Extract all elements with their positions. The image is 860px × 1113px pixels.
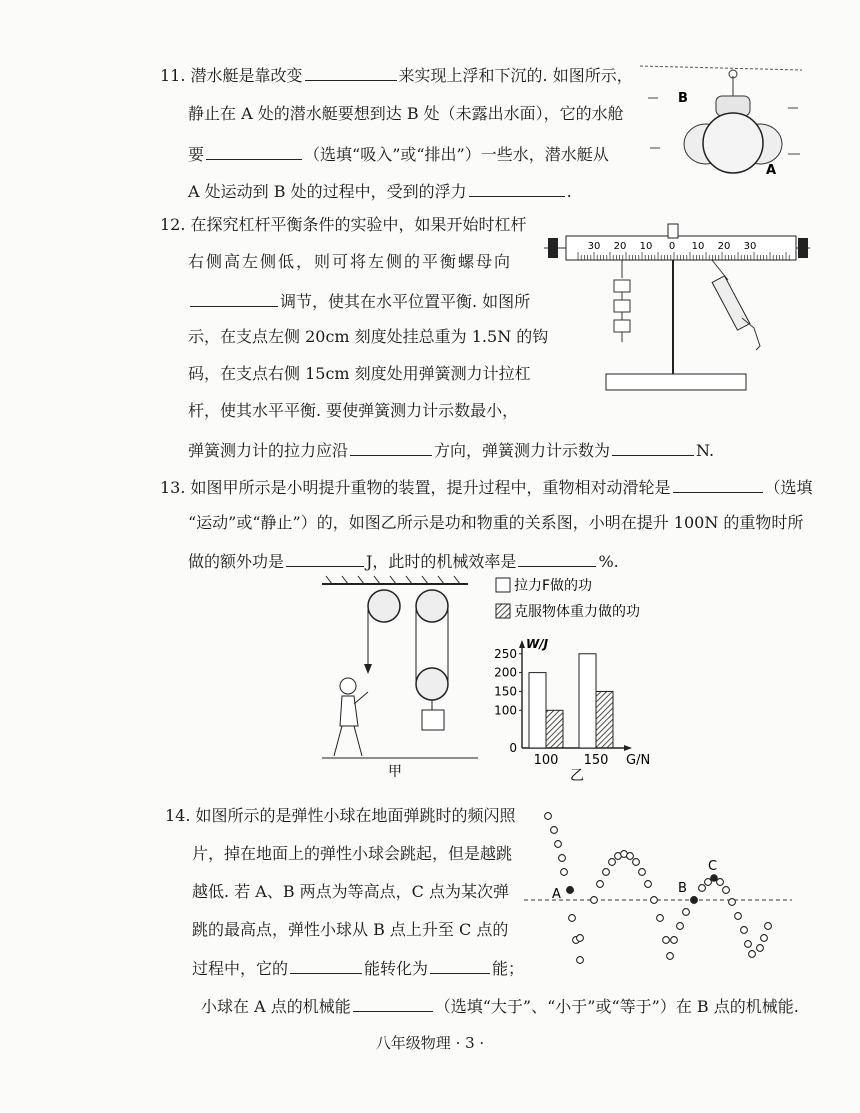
q14-line-6: 小球在 A 点的机械能 （选填“大于”、“小于”或“等于”）在 B 点的机械能. [201,997,799,1016]
q14-line-4: 跳的最高点，弹性小球从 B 点上升至 C 点的 [192,920,509,939]
legend-total-work: 拉力F做的功 [514,578,593,594]
point-b-label: B [678,91,688,106]
q13-blank-3[interactable] [518,550,596,567]
q14-line-1: 14. 如图所示的是弹性小球在地面弹跳时的频闪照 [165,806,516,825]
lever-figure [540,218,815,398]
q11-line-2: 静止在 A 处的潜水艇要想到达 B 处（未露出水面），它的水舱 [188,104,624,123]
q12-line-7: 弹簧测力计的拉力应沿 方向，弹簧测力计示数为 N. [188,441,715,460]
submarine-figure [638,58,804,178]
scale-tick-label: 30 [587,241,601,252]
q11-line-4: A 处运动到 B 处的过程中，受到的浮力 . [188,182,572,201]
q11-blank-2[interactable] [206,143,302,160]
y-tick-label: 200 [494,665,517,680]
point-a-label: A [766,163,777,178]
page-footer: 八年级物理 · 3 · [375,1034,485,1052]
y-tick-label: 150 [494,684,517,699]
q11-blank-1[interactable] [305,64,397,81]
q12-line-1: 12. 在探究杠杆平衡条件的实验中，如果开始时杠杆 [160,215,527,234]
scale-tick-label: 20 [613,241,627,252]
q12-line-2: 右侧高左侧低，则可将左侧的平衡螺母向 [188,252,513,271]
q11-blank-3[interactable] [469,180,565,197]
bar-total-work [529,673,546,748]
q12-line-6: 杆，使其水平平衡. 要使弹簧测力计示数最小， [188,401,519,420]
pulley-figure [318,572,488,782]
work-bar-chart [488,572,698,782]
q12-blank-3[interactable] [612,439,694,456]
legend-useful-work: 克服物体重力做的功 [514,604,640,620]
fig-jia-label: 甲 [388,764,402,780]
scale-tick-label: 0 [668,241,676,252]
point-c-label: C [708,859,718,874]
y-tick-label: 100 [494,703,517,718]
ball-bounce-figure [520,806,796,966]
point-a-label: A [552,887,561,902]
scale-tick-label: 30 [743,241,757,252]
x-tick-label: 100 [533,753,559,768]
y-tick-label: 250 [494,646,517,661]
q14-blank-3[interactable] [353,995,433,1012]
q11-line-3: 要 （选填“吸入”或“排出”）一些水，潜水艇从 [188,145,609,164]
point-b-label: B [678,881,687,896]
bar-total-work [579,654,596,748]
q14-line-3: 越低. 若 A、B 两点为等高点，C 点为某次弹 [192,882,509,901]
x-axis-label: G/N [626,753,651,768]
scale-tick-label: 20 [717,241,731,252]
q12-line-5: 码，在支点右侧 15cm 刻度处用弹簧测力计拉杠 [188,364,531,383]
bar-useful-work [546,710,563,748]
fig-yi-label: 乙 [570,768,584,782]
scale-tick-label: 10 [691,241,705,252]
bar-useful-work [596,691,613,748]
q13-line-3: 做的额外功是 J，此时的机械效率是 %. [188,552,619,571]
q12-line-4: 示，在支点左侧 20cm 刻度处挂总重为 1.5N 的钩 [188,327,549,346]
y-tick-label: 0 [509,741,517,755]
q14-blank-1[interactable] [290,957,362,974]
q14-line-5: 过程中，它的 能转化为 能； [192,959,525,978]
q13-blank-1[interactable] [673,476,763,493]
q14-blank-2[interactable] [430,957,490,974]
y-axis-label: W/J [526,637,549,651]
x-tick-label: 150 [583,753,609,768]
scale-tick-label: 10 [639,241,653,252]
q11-line-1: 11. 潜水艇是靠改变 来实现上浮和下沉的. 如图所示， [160,66,633,85]
q12-blank-2[interactable] [350,439,432,456]
q13-line-2: “运动”或“静止”）的，如图乙所示是功和物重的关系图，小明在提升 100N 的重物时所 [188,513,804,532]
q14-line-2: 片，掉在地面上的弹性小球会跳起，但是越跳 [192,844,513,863]
q13-line-1: 13. 如图甲所示是小明提升重物的装置，提升过程中，重物相对动滑轮是 （选填 [160,478,813,497]
q12-line-3: 调节，使其在水平位置平衡. 如图所 [188,290,530,312]
q13-blank-2[interactable] [286,550,364,567]
q12-blank-1[interactable] [190,290,278,307]
